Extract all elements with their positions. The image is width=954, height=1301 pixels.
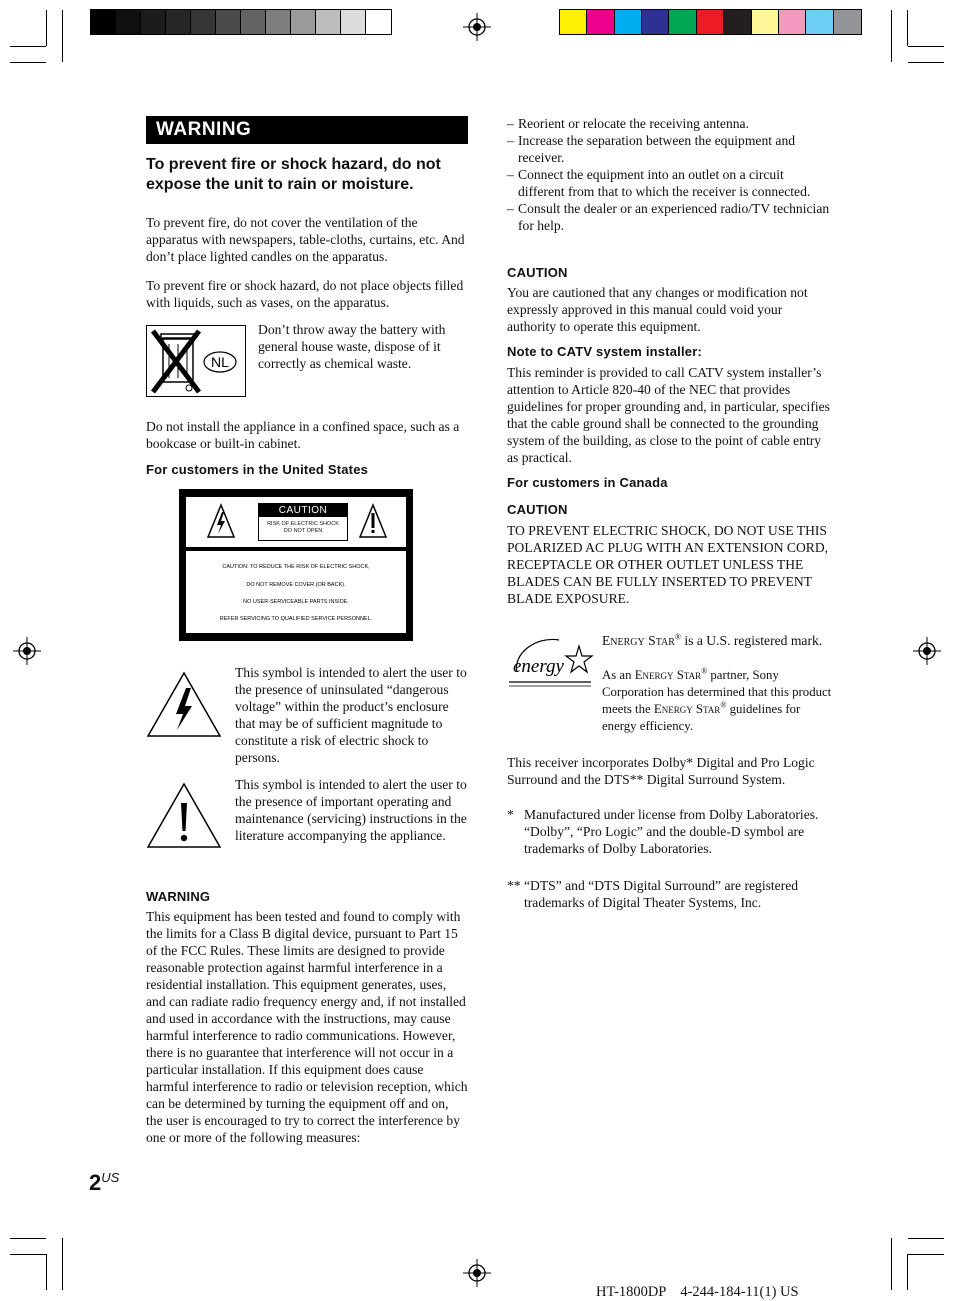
energy-star-line1 <box>602 632 832 649</box>
energy-line3-rest: guidelines for energy efficiency. <box>602 702 801 733</box>
fcc-paragraph: This equipment has been tested and found to comply with the limits for a Class B digital device, pursuant to Part 15 of the FCC Rules. These limits are designed to provide reasonable protection against harmful interference in a residential installation. This equipment generates, uses, and can radiate radio frequency energy and, if not installed and used in accordance with the instructions, may cause harmful interference to radio communications. However, there is no guarantee that interference will not occur in a particular installation. If this equipment does cause harmful interference to radio or television reception, which can be determined by turning the equipment off and on, the user is encouraged to try to correct the interference by one or more of the following measures: <box>146 909 468 1145</box>
measure-item: – Reorient or relocate the receiving antenna. <box>507 115 830 132</box>
measure-item: – Connect the equipment into an outlet on a circuit different from that to which the receiver is connected. <box>507 166 830 200</box>
registered-mark: ® <box>720 700 727 710</box>
liquids-paragraph: To prevent fire or shock hazard, do not place objects filled with liquids, such as vases, on the apparatus. <box>146 278 464 310</box>
registered-mark: ® <box>701 666 708 676</box>
crop-mark <box>907 1254 908 1290</box>
color-swatch <box>316 10 341 34</box>
energy-brand: Energy Star <box>653 702 721 716</box>
label-line-2: DO NOT REMOVE COVER (OR BACK). <box>246 582 346 588</box>
canada-heading: For customers in Canada <box>507 475 668 490</box>
caution-plate-sub1: RISK OF ELECTRIC SHOCK <box>267 521 339 527</box>
dolby-paragraph: This receiver incorporates Dolby* Digital and Pro Logic Surround and the DTS** Digital Surround System. <box>507 755 815 787</box>
crop-mark <box>10 1238 46 1239</box>
caution-plate <box>258 503 348 541</box>
energy-line1-rest: is a U.S. registered mark. <box>684 633 823 648</box>
interference-measures-list <box>507 115 830 234</box>
grayscale-strip <box>90 9 392 35</box>
catv-paragraph: This reminder is provided to call CATV system installer’s attention to Article 820-40 of the NEC that provides guidelines for proper grounding and, in particular, specifies that the cable ground shall be connected to the grounding system of the building, as close to the point of cable entry as practical. <box>507 365 830 465</box>
exclamation-icon <box>146 781 222 849</box>
energy-star-logo-icon <box>507 632 595 690</box>
color-swatch <box>291 10 316 34</box>
registration-mark-icon <box>912 636 942 666</box>
canada-caution-paragraph: TO PREVENT ELECTRIC SHOCK, DO NOT USE THIS POLARIZED AC PLUG WITH AN EXTENSION CORD, RECEPTACLE OR OTHER OUTLET UNLESS THE BLADES CAN BE FULLY INSERTED TO PREVENT BLADE EXPOSURE. <box>507 523 829 606</box>
battery-disposal-icon <box>146 325 246 397</box>
exclamation-warning-icon <box>358 503 388 539</box>
crop-mark <box>62 1238 63 1290</box>
crop-mark <box>10 46 46 47</box>
crop-mark <box>10 62 46 63</box>
measure-item: – Consult the dealer or an experienced radio/TV technician for help. <box>507 200 830 234</box>
color-swatch <box>806 10 833 34</box>
label-line-1: CAUTION: TO REDUCE THE RISK OF ELECTRIC SHOCK, <box>222 564 370 570</box>
color-swatch <box>560 10 587 34</box>
color-swatch <box>191 10 216 34</box>
color-swatch <box>91 10 116 34</box>
crop-mark <box>46 1254 47 1290</box>
page-number-suffix: US <box>101 1170 120 1185</box>
footnote-dolby-line2: “Dolby”, “Pro Logic” and the double-D symbol are trademarks of Dolby Laboratories. <box>524 824 805 856</box>
fcc-warning-heading: WARNING <box>146 889 211 904</box>
label-line-3: NO USER-SERVICEABLE PARTS INSIDE. <box>243 599 349 605</box>
color-swatch <box>697 10 724 34</box>
registration-mark-icon <box>12 636 42 666</box>
color-swatch <box>166 10 191 34</box>
exclamation-symbol-text: This symbol is intended to alert the user to the presence of important operating and maintenance (servicing) instructions in the literature accompanying the appliance. <box>235 777 467 843</box>
color-swatch <box>752 10 779 34</box>
color-swatch <box>116 10 141 34</box>
battery-badge: NL <box>211 354 229 370</box>
registration-mark-icon <box>462 1258 492 1288</box>
caution-plate-title: CAUTION <box>259 504 347 517</box>
footnote-dts-text: “DTS” and “DTS Digital Surround” are registered trademarks of Digital Theater Systems, Inc. <box>524 878 799 910</box>
crop-mark <box>891 10 892 62</box>
hazard-heading: To prevent fire or shock hazard, do not expose the unit to rain or moisture. <box>146 156 441 193</box>
label-line-4: REFER SERVICING TO QUALIFIED SERVICE PERSONNEL. <box>219 616 373 622</box>
color-swatch <box>587 10 614 34</box>
canada-caution-heading: CAUTION <box>507 502 568 517</box>
color-swatch <box>266 10 291 34</box>
model-code: HT-1800DP 4-244-184-11(1) US <box>596 1284 799 1300</box>
color-swatch <box>141 10 166 34</box>
footnote-mark: * <box>507 807 514 822</box>
crop-mark <box>908 46 944 47</box>
energy-star-line2 <box>602 667 832 735</box>
page-number <box>89 1170 119 1196</box>
caution-plate-sub2: DO NOT OPEN <box>283 528 323 534</box>
dangerous-voltage-icon <box>146 670 222 738</box>
color-swatch <box>834 10 861 34</box>
crop-mark <box>62 10 63 62</box>
color-swatch <box>642 10 669 34</box>
crop-mark <box>908 1238 944 1239</box>
footnote-mark: ** <box>507 878 521 893</box>
lightning-warning-icon <box>206 503 236 539</box>
energy-logo-word: energy <box>513 656 564 677</box>
energy-line2-rest: partner, Sony Corporation has determined that this product meets the <box>602 668 832 716</box>
footnote-dolby-line1: Manufactured under license from Dolby Laboratories. <box>524 807 819 822</box>
energy-brand: Energy Star <box>602 633 675 648</box>
caution-heading: CAUTION <box>507 265 568 280</box>
caution-label <box>179 489 413 641</box>
color-swatch <box>669 10 696 34</box>
page-number-digit: 2 <box>89 1170 102 1195</box>
crop-mark <box>908 1254 944 1255</box>
footnote-dolby <box>507 806 830 857</box>
color-strip <box>559 9 862 35</box>
battery-text: Don’t throw away the battery with general house waste, dispose of it correctly as chemical waste. <box>258 322 446 371</box>
caution-paragraph: You are cautioned that any changes or modification not expressly approved in this manual could void your authority to operate this equipment. <box>507 285 808 334</box>
registration-mark-icon <box>462 12 492 42</box>
color-swatch <box>341 10 366 34</box>
color-swatch <box>615 10 642 34</box>
color-swatch <box>241 10 266 34</box>
color-swatch <box>366 10 391 34</box>
crop-mark <box>908 62 944 63</box>
confined-paragraph: Do not install the appliance in a confined space, such as a bookcase or built-in cabinet. <box>146 419 460 451</box>
color-swatch <box>724 10 751 34</box>
crop-mark <box>907 10 908 46</box>
crop-mark <box>46 10 47 46</box>
energy-brand: Energy Star <box>634 668 702 682</box>
energy-line2-start: As an <box>602 668 632 682</box>
footnote-dts <box>507 877 830 911</box>
crop-mark <box>10 1254 46 1255</box>
ventilation-paragraph: To prevent fire, do not cover the ventilation of the apparatus with newspapers, table-cloths, curtains, etc. And don’t place lighted candles on the apparatus. <box>146 215 465 264</box>
warning-title: WARNING <box>146 116 468 144</box>
color-swatch <box>216 10 241 34</box>
registered-mark: ® <box>674 632 681 642</box>
voltage-symbol-text: This symbol is intended to alert the user to the presence of uninsulated “dangerous voltage” within the product’s enclosure that may be of sufficient magnitude to constitute a risk of electric shock to persons. <box>235 665 467 765</box>
us-customers-heading: For customers in the United States <box>146 462 369 477</box>
color-swatch <box>779 10 806 34</box>
measure-item: – Increase the separation between the equipment and receiver. <box>507 132 830 166</box>
crop-mark <box>891 1238 892 1290</box>
catv-heading: Note to CATV system installer: <box>507 344 703 359</box>
